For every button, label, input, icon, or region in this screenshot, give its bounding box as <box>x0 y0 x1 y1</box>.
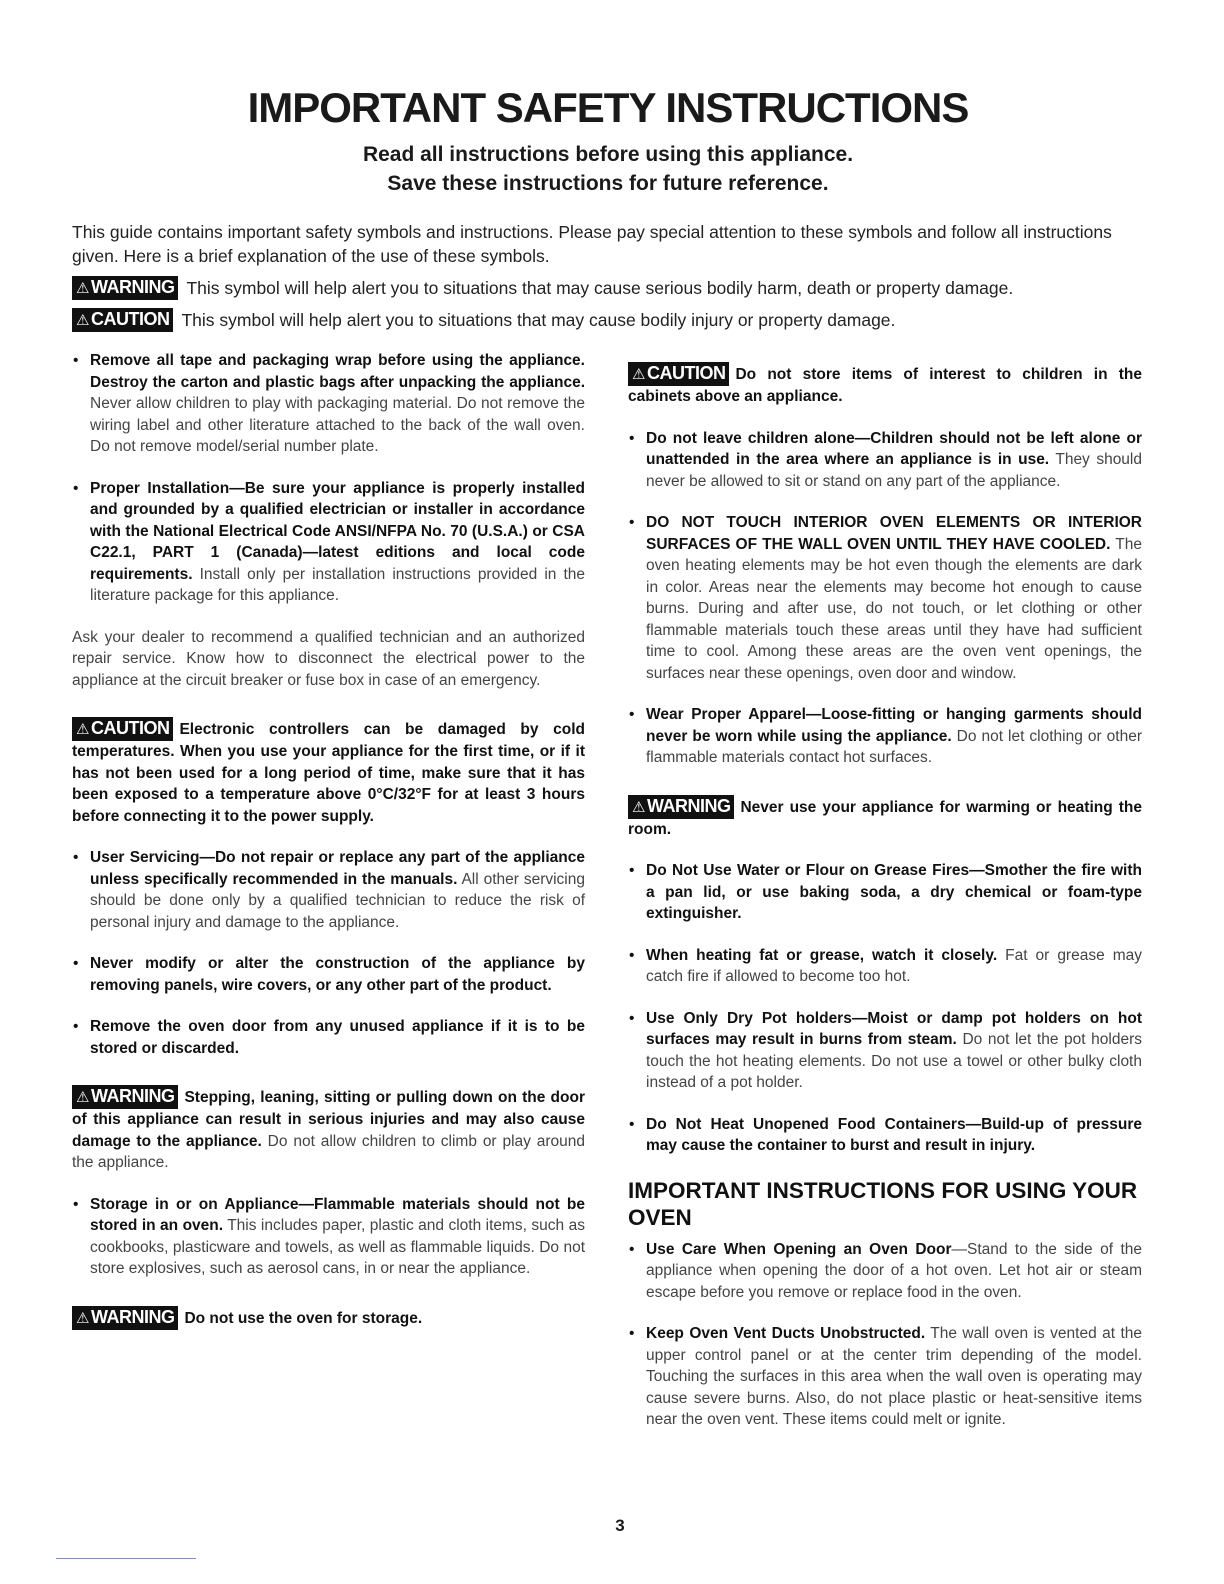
caution-badge-label: CAUTION <box>90 718 170 738</box>
warning-note <box>628 795 1142 841</box>
item-text: Install only per installation instructions provided in the literature package for this appliance. <box>90 565 585 604</box>
note-text: Do not allow children to climb or play around the appliance. <box>72 1132 585 1171</box>
list-item <box>72 1194 585 1280</box>
footer-rule <box>56 1558 196 1559</box>
bullet-icon: • <box>629 1009 635 1027</box>
list-item <box>628 945 1142 988</box>
item-text: The wall oven is vented at the upper control panel or at the center trim depending of the model. Touching the surfaces in this area when the wall oven is operating may cause severe burns. Also, do not place plastic or heat-sensitive items near the oven vent. These items could melt or ignite. <box>646 1325 1142 1428</box>
legend-caution-text: This symbol will help alert you to situations that may cause bodily injury or property damage. <box>181 310 896 330</box>
bullet-icon: • <box>629 1240 635 1258</box>
bullet-icon: • <box>629 429 635 447</box>
bullet-icon: • <box>629 706 635 723</box>
list-item <box>628 428 1142 493</box>
list-item <box>72 953 585 996</box>
list-item <box>628 860 1142 925</box>
list-item <box>72 350 585 458</box>
warning-badge-label: WARNING <box>90 277 175 297</box>
item-bold: Remove the oven door from any unused appliance if it is to be stored or discarded. <box>90 1018 585 1057</box>
intro-paragraph: This guide contains important safety symbols and instructions. Please pay special attention to these symbols and follow all instructions given. Here is a brief explanation of the use of these symbols. <box>72 222 1112 266</box>
item-bold: Remove all tape and packaging wrap before using the appliance. Destroy the carton and plastic bags after unpacking the appliance. <box>90 352 585 391</box>
list-item <box>628 1008 1142 1094</box>
list-item <box>628 704 1142 769</box>
page-title: IMPORTANT SAFETY INSTRUCTIONS <box>247 84 969 131</box>
warning-badge-label: WARNING <box>90 1306 175 1327</box>
caution-badge <box>628 362 729 386</box>
warning-note <box>72 1306 585 1330</box>
right-column <box>628 350 1142 1451</box>
bullet-icon: • <box>629 514 635 531</box>
note-bold: Electronic controllers can be damaged by cold temperatures. When you use your appliance for the first time, or if it has not been used for a long period of time, make sure that it has been exposed to a temperature above 0°C/32°F for at least 3 hours before connecting it to the power supply. <box>72 721 585 825</box>
item-text: They should never be allowed to sit or stand on any part of the appliance. <box>646 451 1142 490</box>
bullet-icon: • <box>73 1018 79 1035</box>
alert-icon: ⚠ <box>76 1309 89 1327</box>
dealer-paragraph: Ask your dealer to recommend a qualified technician and an authorized repair service. Know how to disconnect the electrical power to the appliance at the circuit breaker or fuse box in case of an emergency. <box>72 628 585 689</box>
list-item <box>628 1114 1142 1157</box>
list-item <box>72 478 585 607</box>
legend-warning <box>72 276 1144 300</box>
bullet-icon: • <box>73 479 79 497</box>
list-item <box>72 847 585 933</box>
subtitle-read: Read all instructions before using this appliance. <box>362 143 854 166</box>
caution-note <box>628 362 1142 408</box>
item-bold: Wear Proper Apparel—Loose-fitting or hanging garments should never be worn while using the appliance. <box>646 706 1142 745</box>
item-bold: Storage in or on Appliance—Flammable materials should not be stored in an oven. <box>90 1195 585 1234</box>
list-item <box>628 512 1142 684</box>
warning-badge <box>72 1085 178 1109</box>
subtitle-save: Save these instructions for future reference. <box>387 172 829 195</box>
item-bold: Do Not Heat Unopened Food Containers—Build-up of pressure may cause the container to burst and result in injury. <box>646 1115 1142 1154</box>
item-text: —Stand to the side of the appliance when opening the door of a hot oven. Let hot air or steam escape before you remove or replace food in the oven. <box>646 1240 1143 1301</box>
bullet-icon: • <box>73 955 79 972</box>
item-bold: Proper Installation—Be sure your appliance is properly installed and grounded by a qualified electrician or installer in accordance with the National Electrical Code ANSI/NFPA No. 70 (U.S.A.) or CSA C22.1, PART 1 (Canada)—latest editions and local code requirements. <box>90 479 585 583</box>
caution-badge <box>72 717 173 741</box>
item-bold: Never modify or alter the construction of the appliance by removing panels, wire covers, or any other part of the product. <box>90 955 585 994</box>
warning-badge <box>72 276 178 300</box>
alert-icon: ⚠ <box>76 721 89 738</box>
warning-badge-label: WARNING <box>646 795 731 816</box>
bullet-icon: • <box>629 1115 635 1133</box>
item-bold: DO NOT TOUCH INTERIOR OVEN ELEMENTS OR INTERIOR SURFACES OF THE WALL OVEN UNTIL THEY HAVE COOLED. <box>646 514 1142 553</box>
warning-note <box>72 1085 585 1174</box>
item-bold: Use Care When Opening an Oven Door <box>646 1240 952 1258</box>
bullet-icon: • <box>629 1325 635 1342</box>
section-heading: IMPORTANT INSTRUCTIONS FOR USING YOUR OVEN <box>628 1177 1138 1230</box>
alert-icon: ⚠ <box>76 1089 89 1106</box>
bullet-icon: • <box>73 849 79 866</box>
manual-page <box>72 0 1144 1584</box>
caution-badge-label: CAUTION <box>90 309 170 329</box>
caution-badge <box>72 308 173 332</box>
list-item <box>628 1323 1142 1431</box>
note-bold: Do not store items of interest to children in the cabinets above an appliance. <box>628 366 1142 405</box>
alert-icon: ⚠ <box>76 312 89 329</box>
item-text: Do not let clothing or other flammable materials contact hot surfaces. <box>646 727 1142 766</box>
list-item <box>72 1016 585 1059</box>
alert-icon: ⚠ <box>632 798 645 816</box>
item-text: Do not let the pot holders touch the hot heating elements. Do not use a towel or other bulky cloth instead of a pot holder. <box>646 1031 1142 1091</box>
item-text: Fat or grease may catch fire if allowed to become too hot. <box>646 946 1142 985</box>
caution-note <box>72 717 585 827</box>
caution-badge-label: CAUTION <box>646 363 726 383</box>
item-bold: Do not leave children alone—Children should not be left alone or unattended in the area where an appliance is in use. <box>646 429 1142 468</box>
note-bold: Never use your appliance for warming or heating the room. <box>628 798 1142 838</box>
note-bold: Do not use the oven for storage. <box>184 1309 423 1327</box>
item-bold: User Servicing—Do not repair or replace any part of the appliance unless specifically recommended in the manuals. <box>90 849 585 888</box>
alert-icon: ⚠ <box>632 366 645 383</box>
legend-caution <box>72 308 1144 332</box>
alert-icon: ⚠ <box>76 280 89 297</box>
item-bold: When heating fat or grease, watch it closely. <box>646 946 998 964</box>
item-bold: Keep Oven Vent Ducts Unobstructed. <box>646 1325 926 1342</box>
item-text: All other servicing should be done only by a qualified technician to reduce the risk of personal injury and damage to the appliance. <box>90 870 585 931</box>
legend-warning-text: This symbol will help alert you to situations that may cause serious bodily harm, death or property damage. <box>186 278 1014 298</box>
item-text: The oven heating elements may be hot even though the elements are dark in color. Areas near the elements may become hot enough to cause burns. During and after use, do not touch, or let clothing or other flammable materials touch these areas until they have had sufficient time to cool. Among these areas are the oven vent openings, the surfaces near these openings, oven door and window. <box>646 535 1142 682</box>
page-number: 3 <box>615 1516 625 1535</box>
bullet-icon: • <box>73 1195 79 1213</box>
list-item <box>628 1239 1142 1304</box>
bullet-icon: • <box>629 946 635 964</box>
bullet-icon: • <box>73 352 79 369</box>
warning-badge-label: WARNING <box>90 1086 175 1106</box>
item-text: Never allow children to play with packaging material. Do not remove the wiring label and other literature attached to the back of the wall oven. Do not remove model/serial number plate. <box>90 395 585 455</box>
item-bold: Use Only Dry Pot holders—Moist or damp pot holders on hot surfaces may result in burns from steam. <box>646 1009 1142 1048</box>
left-column <box>72 350 585 1350</box>
item-bold: Do Not Use Water or Flour on Grease Fires—Smother the fire with a pan lid, or use baking soda, a dry chemical or foam-type extinguisher. <box>646 862 1142 922</box>
warning-badge <box>628 795 734 819</box>
note-bold: Stepping, leaning, sitting or pulling down on the door of this appliance can result in serious injuries and may also cause damage to the appliance. <box>72 1089 585 1150</box>
warning-badge <box>72 1306 178 1330</box>
bullet-icon: • <box>629 862 635 879</box>
item-text: This includes paper, plastic and cloth items, such as cookbooks, plasticware and towels, as well as flammable liquids. Do not store explosives, such as aerosol cans, in or near the appliance. <box>90 1217 585 1277</box>
